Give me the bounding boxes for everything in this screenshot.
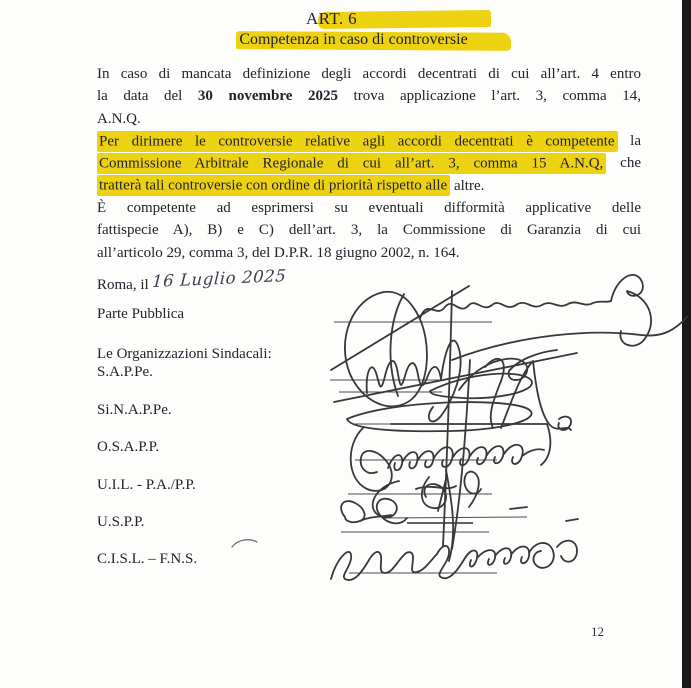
text-line xyxy=(97,63,641,85)
text-segment: che xyxy=(606,155,641,172)
article-title: ART. 6 xyxy=(305,9,358,28)
page-number: 12 xyxy=(591,624,604,639)
handwritten-date: 16 Luglio 2025 xyxy=(151,266,288,291)
text-line xyxy=(97,242,641,264)
text-segment: fattispecie A), B) e C) dell’art. 3, la Commissione di Garanzia di cui xyxy=(97,222,641,239)
unions-heading: Le Organizzazioni Sindacali: xyxy=(97,346,272,362)
text-segment: all’articolo 29, comma 3, del D.P.R. 18 giugno 2002, n. 164. xyxy=(97,244,460,261)
text-segment: È competente ad esprimersi su eventuali difformità applicative delle xyxy=(97,200,641,217)
text-line xyxy=(97,130,641,152)
dateline-label: Roma, il xyxy=(97,277,149,293)
scan-edge xyxy=(682,0,691,688)
union-name-uil: U.I.L. - P.A./P.P. xyxy=(97,477,196,493)
text-line xyxy=(97,197,641,219)
body-text xyxy=(97,63,641,264)
text-segment: A.N.Q. xyxy=(97,110,141,127)
text-segment: la xyxy=(617,133,641,150)
text-line xyxy=(97,85,641,107)
text-segment: In caso di mancata definizione degli accordi decentrati di cui all’art. 4 entro xyxy=(97,66,641,82)
highlighted-text: tratterà tali controversie con ordine di priorità rispetto alle xyxy=(97,175,450,196)
text-segment: trova applicazione l’art. 3, comma 14, xyxy=(337,88,641,105)
union-name-cisl: C.I.S.L. – F.N.S. xyxy=(97,551,198,567)
text-line xyxy=(97,219,641,241)
highlighted-text: Per dirimere le controversie relative agli accordi decentrati è competente xyxy=(97,131,618,152)
union-name-uspp: U.S.P.P. xyxy=(97,514,145,530)
title-block xyxy=(97,9,640,50)
text-segment: la data del xyxy=(97,88,198,105)
text-segment: 30 novembre 2025 xyxy=(197,88,338,105)
union-name-osapp: O.S.A.P.P. xyxy=(97,439,160,455)
text-line xyxy=(97,108,641,130)
public-party-label: Parte Pubblica xyxy=(97,306,185,322)
union-name-sinappe: Si.N.A.P.Pe. xyxy=(97,402,172,418)
union-name-sappe: S.A.P.Pe. xyxy=(97,364,153,380)
text-segment: altre. xyxy=(450,177,485,194)
text-line xyxy=(97,152,641,174)
signature-strokes xyxy=(232,275,687,580)
signature-lines xyxy=(330,322,527,573)
article-subtitle: Competenza in caso di controversie xyxy=(239,31,468,48)
highlighted-text: Commissione Arbitrale Regionale di cui all’art. 3, comma 15 A.N.Q, xyxy=(97,153,606,174)
text-line xyxy=(97,175,641,197)
